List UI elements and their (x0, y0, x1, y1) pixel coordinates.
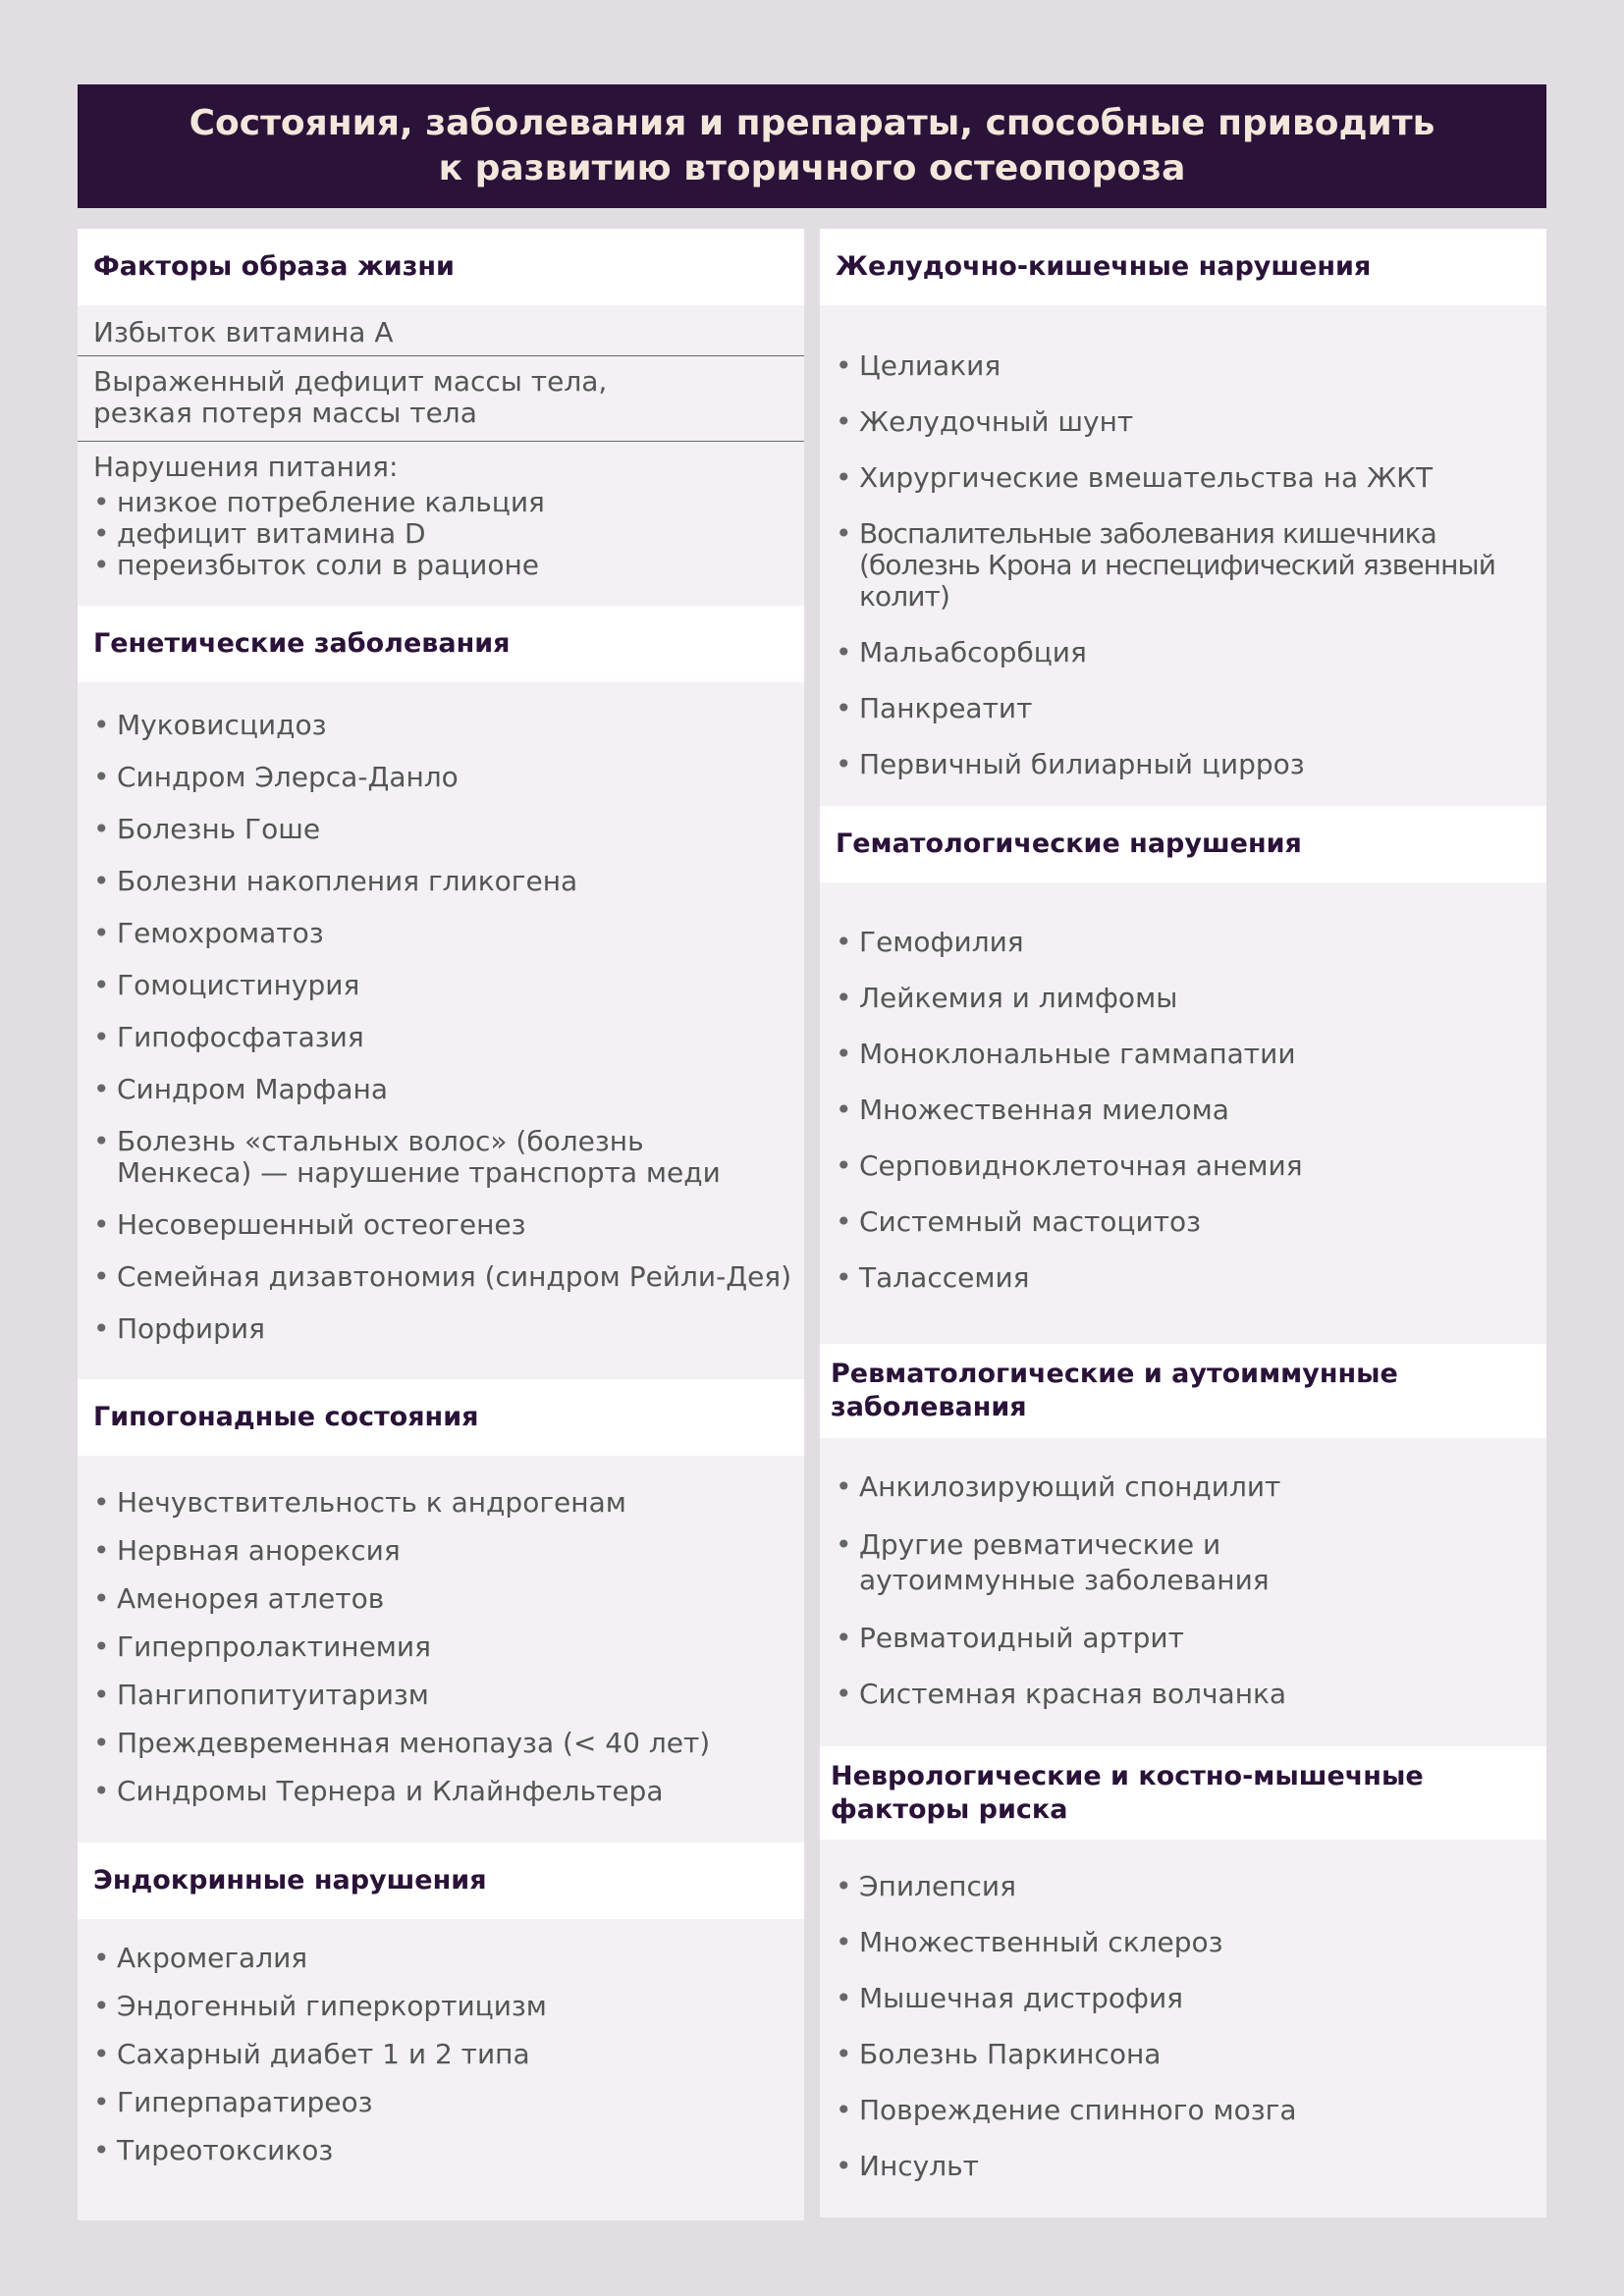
list-item: • Ревматоидный артрит (820, 1623, 1546, 1654)
list-item: • Болезнь Паркинсона (820, 2039, 1546, 2070)
list-item: • Эпилепсия (820, 1871, 1546, 1902)
section-endocrine-header (78, 1842, 804, 1919)
section-rheumatologic-body (820, 1438, 1546, 1747)
lifestyle-row-weight (78, 356, 804, 441)
section-rheumatologic (820, 1344, 1546, 1747)
section-neurologic-title-line-1: Неврологические и костно-мышечные (831, 1760, 1424, 1791)
list-item: • Аменорея атлетов (78, 1583, 804, 1615)
section-endocrine-body (78, 1919, 804, 2220)
endocrine-list (78, 1943, 804, 2166)
section-gastro-body (820, 305, 1546, 806)
page-title-line-2: к развитию вторичного остеопороза (438, 148, 1186, 188)
section-neurologic-body (820, 1840, 1546, 2217)
list-item: • Гемохроматоз (78, 918, 804, 949)
list-item: • Акромегалия (78, 1943, 804, 1974)
list-item: • Семейная дизавтономия (синдром Рейли-Дея) (78, 1261, 804, 1293)
list-item: • Другие ревматические и аутоиммунные заболевания (820, 1527, 1546, 1598)
section-hematologic-body (820, 882, 1546, 1344)
list-item: • Первичный билиарный цирроз (820, 749, 1546, 780)
list-item: • Гипофосфатазия (78, 1022, 804, 1053)
section-hematologic (820, 806, 1546, 1344)
list-item: • Нервная анорексия (78, 1535, 804, 1567)
lifestyle-row-weight-line-1: Выраженный дефицит массы тела, (93, 365, 608, 398)
lifestyle-nutrition-label: Нарушения питания: (93, 451, 399, 483)
list-item: • Сахарный диабет 1 и 2 типа (78, 2039, 804, 2070)
list-item: • Мышечная дистрофия (820, 1983, 1546, 2014)
list-item: • Преждевременная менопауза (< 40 лет) (78, 1728, 804, 1759)
list-item: • Мальабсорбция (820, 637, 1546, 668)
section-hypogonadal-body (78, 1456, 804, 1842)
section-endocrine-title: Эндокринные нарушения (93, 1865, 487, 1896)
section-genetic (78, 606, 804, 1379)
section-genetic-header (78, 606, 804, 682)
section-lifestyle-header (78, 229, 804, 305)
list-item: • Гиперпаратиреоз (78, 2087, 804, 2118)
section-hypogonadal (78, 1379, 804, 1842)
section-hypogonadal-header (78, 1379, 804, 1456)
section-neurologic (820, 1746, 1546, 2217)
list-item: • Панкреатит (820, 693, 1546, 724)
section-rheumatologic-header (820, 1344, 1546, 1438)
list-item: • переизбыток соли в рационе (78, 550, 804, 581)
list-item: • Синдром Элерса-Данло (78, 762, 804, 793)
list-item: • Порфирия (78, 1313, 804, 1345)
list-item: • Системная красная волчанка (820, 1679, 1546, 1710)
list-item: • Множественная миелома (820, 1095, 1546, 1126)
section-lifestyle-body (78, 305, 804, 606)
list-item: • Нечувствительность к андрогенам (78, 1487, 804, 1519)
list-item: • Инсульт (820, 2151, 1546, 2182)
list-item: • Лейкемия и лимфомы (820, 983, 1546, 1014)
section-gastro-header (820, 229, 1546, 305)
list-item: • Моноклональные гаммапатии (820, 1039, 1546, 1070)
list-item: • Серповидноклеточная анемия (820, 1150, 1546, 1182)
section-rheumatologic-title-line-1: Ревматологические и аутоиммунные (831, 1359, 1398, 1389)
list-item: • Системный мастоцитоз (820, 1206, 1546, 1238)
page-title-line-1: Состояния, заболевания и препараты, способные приводить (189, 103, 1435, 143)
list-item: • Болезнь «стальных волос» (болезнь Менкеса) — нарушение транспорта меди (78, 1126, 745, 1189)
list-item: • Хирургические вмешательства на ЖКТ (820, 462, 1546, 494)
section-gastro (820, 229, 1546, 806)
hematologic-list (820, 927, 1546, 1294)
section-rheumatologic-title-line-2: заболевания (831, 1392, 1027, 1422)
section-neurologic-title-line-2: факторы риска (831, 1793, 1068, 1825)
section-hypogonadal-title: Гипогонадные состояния (93, 1402, 479, 1432)
list-item: • Повреждение спинного мозга (820, 2095, 1546, 2126)
list-item: • Гомоцистинурия (78, 970, 804, 1001)
list-item: • Синдромы Тернера и Клайнфельтера (78, 1776, 804, 1807)
list-item: • Желудочный шунт (820, 406, 1546, 438)
list-item: • дефицит витамина D (78, 518, 804, 550)
lifestyle-row-vitamin-a: Избыток витамина А (93, 316, 394, 348)
lifestyle-nutrition-list (78, 487, 804, 581)
list-item: • Эндогенный гиперкортицизм (78, 1991, 804, 2022)
section-lifestyle (78, 229, 804, 606)
section-hematologic-title: Гематологические нарушения (836, 828, 1302, 859)
section-lifestyle-title: Факторы образа жизни (93, 251, 455, 282)
rheumatologic-list (820, 1471, 1546, 1710)
hypogonadal-list (78, 1487, 804, 1807)
gastro-list (820, 350, 1546, 780)
section-neurologic-title (831, 1760, 1424, 1827)
list-item: • Несовершенный остеогенез (78, 1209, 804, 1241)
page-title-banner (78, 84, 1546, 208)
list-item: • низкое потребление кальция (78, 487, 804, 518)
list-item: • Муковисцидоз (78, 710, 804, 741)
list-item: • Гемофилия (820, 927, 1546, 958)
section-hematologic-header (820, 806, 1546, 882)
section-gastro-title: Желудочно-кишечные нарушения (836, 251, 1372, 282)
section-genetic-title: Генетические заболевания (93, 628, 511, 659)
list-item: • Синдром Марфана (78, 1074, 804, 1105)
list-item: • Талассемия (820, 1262, 1546, 1294)
lifestyle-row-nutrition (78, 442, 804, 581)
list-item: • Болезни накопления гликогена (78, 866, 804, 897)
list-item: • Воспалительные заболевания кишечника (болезнь Крона и неспецифический язвенный колит) (820, 518, 1546, 613)
list-item: • Целиакия (820, 350, 1546, 382)
list-item: • Множественный склероз (820, 1927, 1546, 1958)
list-item: • Гиперпролактинемия (78, 1631, 804, 1663)
section-genetic-body (78, 682, 804, 1379)
neurologic-list (820, 1871, 1546, 2182)
list-item: • Тиреотоксикоз (78, 2135, 804, 2166)
list-item: • Пангипопитуитаризм (78, 1680, 804, 1711)
section-rheumatologic-title (831, 1358, 1398, 1424)
genetic-list (78, 710, 804, 1345)
section-neurologic-header (820, 1746, 1546, 1840)
list-item: • Болезнь Гоше (78, 814, 804, 845)
lifestyle-row-weight-line-2: резкая потеря массы тела (93, 397, 477, 429)
section-endocrine (78, 1842, 804, 2220)
list-item: • Анкилозирующий спондилит (820, 1471, 1546, 1503)
